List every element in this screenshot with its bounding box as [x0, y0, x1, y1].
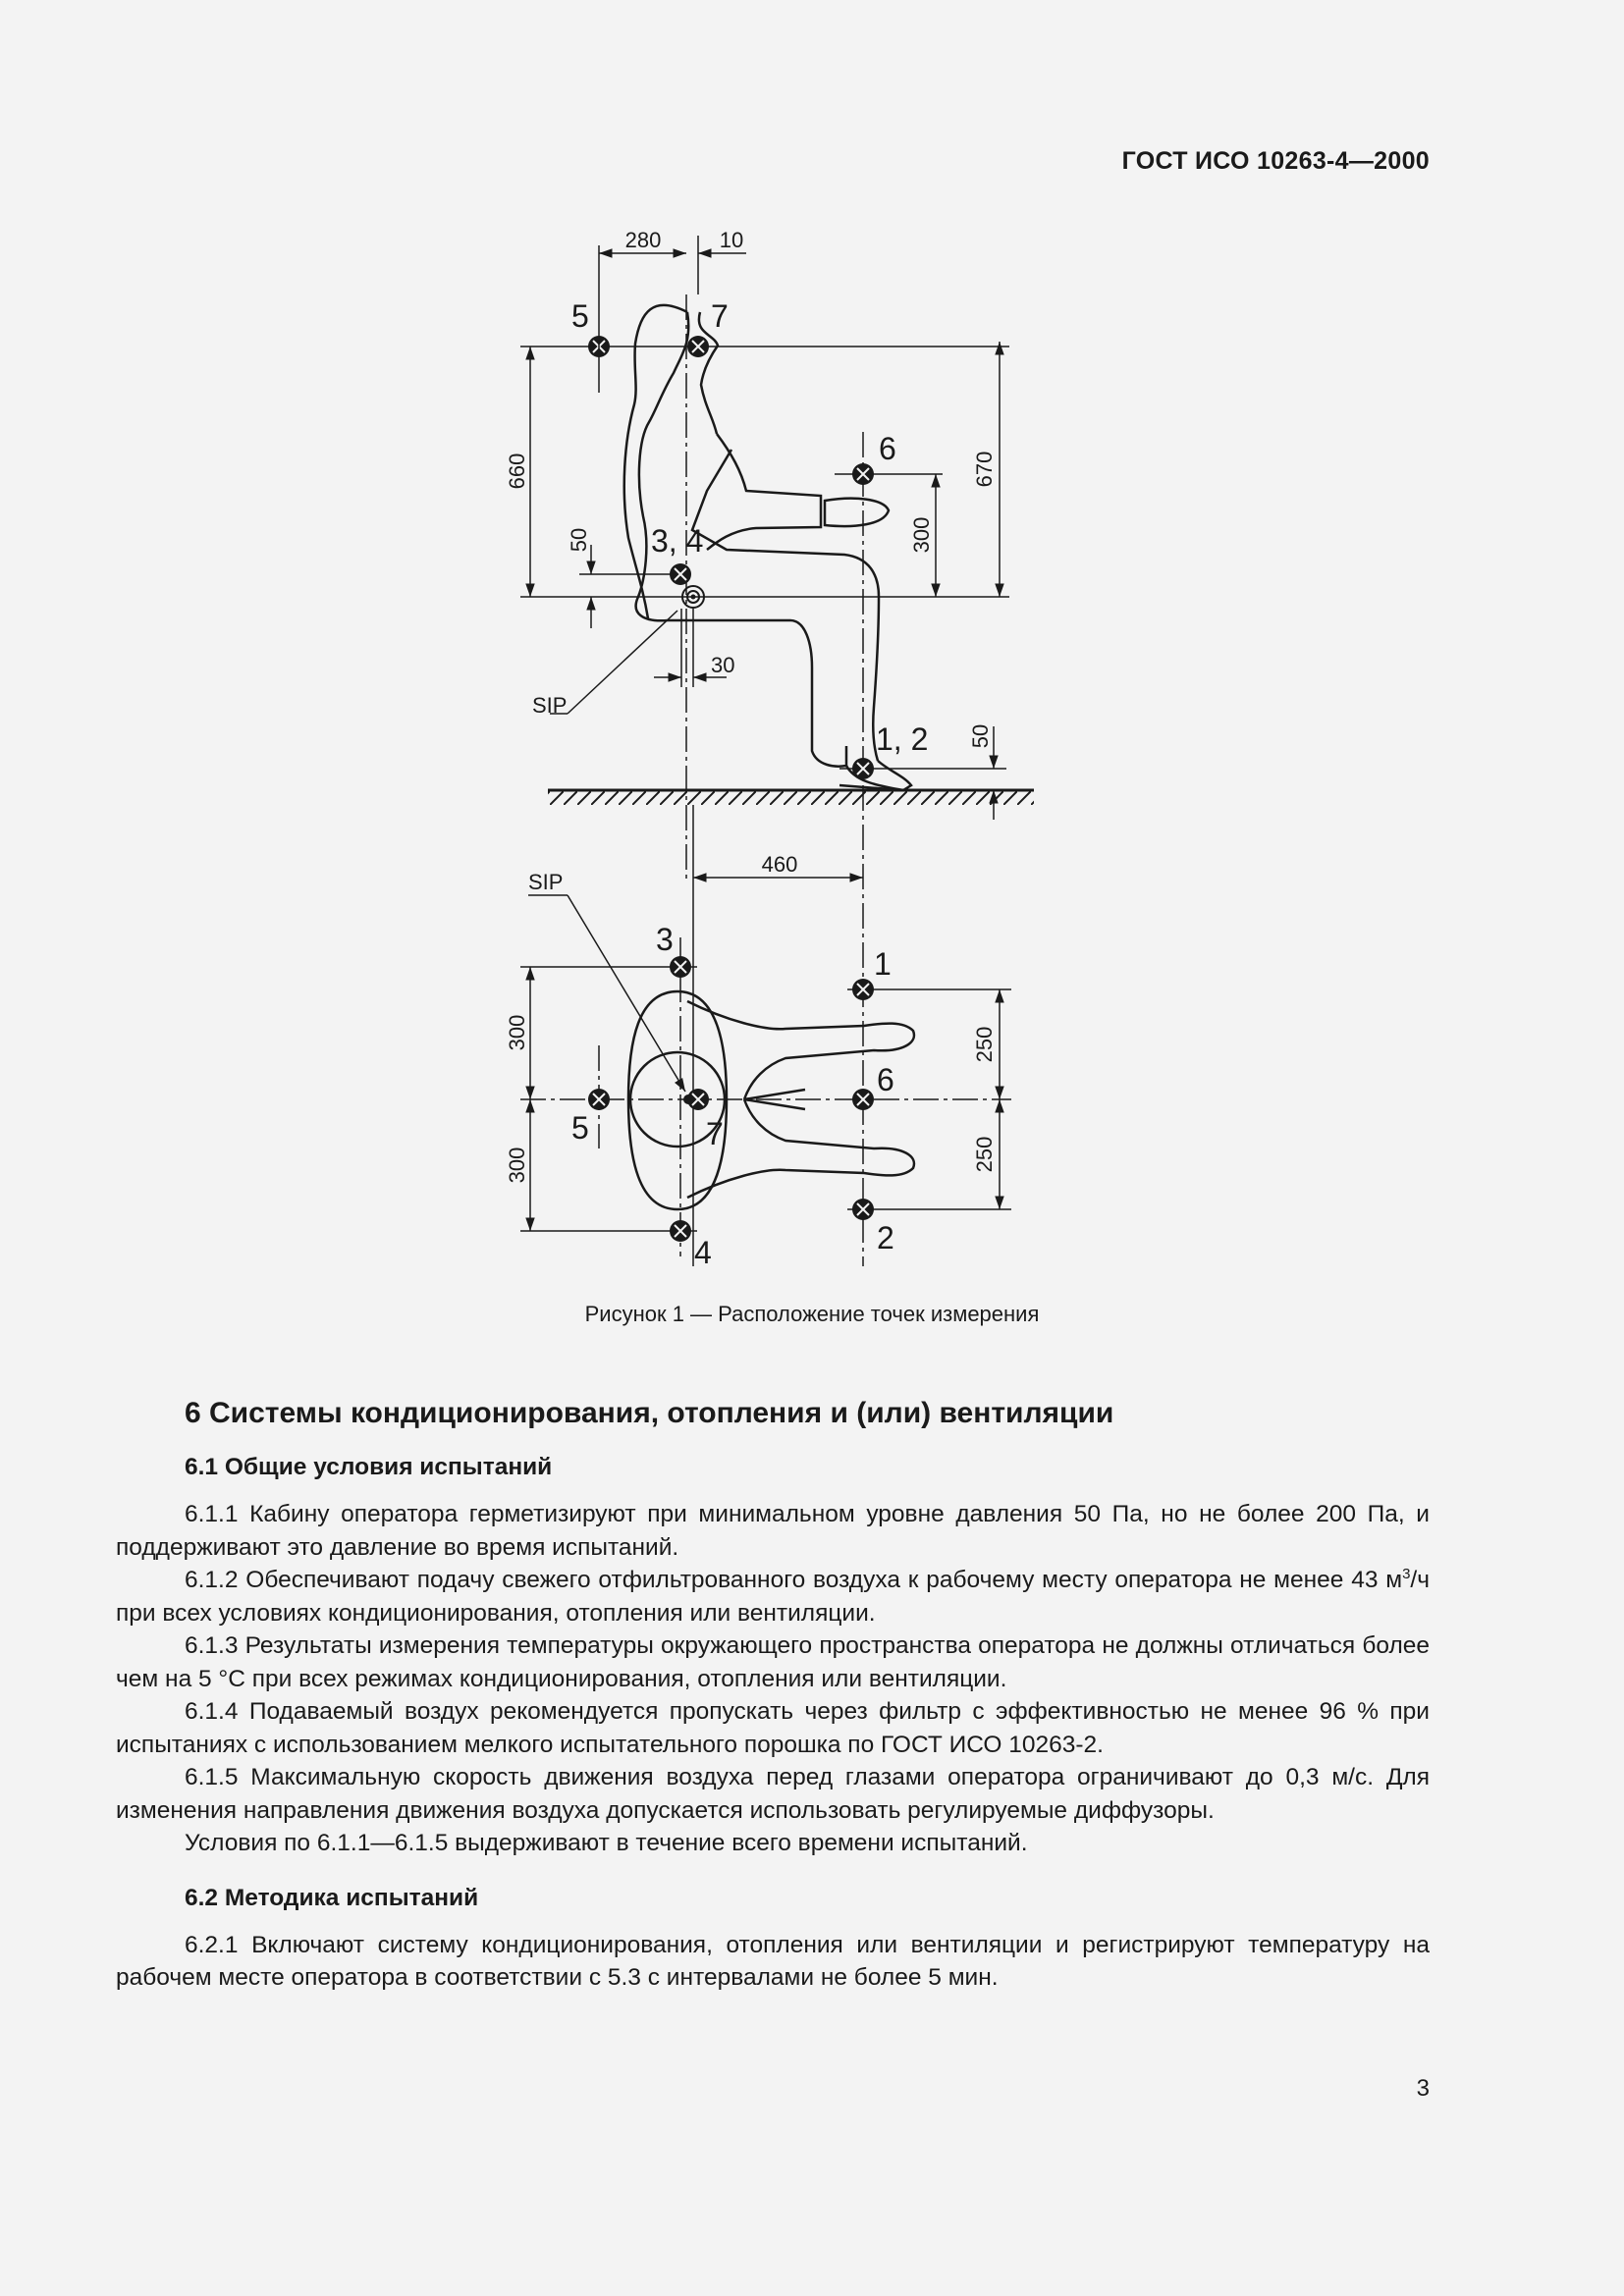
section-6	[116, 1394, 1430, 1995]
document-header: ГОСТ ИСО 10263-4—2000	[1121, 147, 1430, 175]
subsection-6-2-title: 6.2 Методика испытаний	[185, 1884, 479, 1911]
point-marker-1-2-side	[852, 758, 874, 779]
side-dimensions	[530, 236, 1000, 1266]
paragraph-6-2-1: 6.2.1 Включают систему кондиционирования, отопления или вентиляции и регистрируют температуру на рабочем месте оператора в соответствии с 5.3 с интервалами не более 5 мин.	[116, 1931, 1430, 1991]
dim-460: 460	[761, 852, 798, 877]
point-label-5-side: 5	[571, 298, 589, 334]
dim-300-top: 300	[505, 1014, 529, 1051]
point-marker-3-4-side	[670, 563, 691, 585]
point-label-3-4-side: 3, 4	[651, 523, 704, 559]
point-marker-2-top	[852, 1199, 874, 1220]
point-label-6-side: 6	[879, 431, 896, 466]
paragraph-6-1-2-text-b: /ч при всех условиях кондиционирования, отопления или вентиляции.	[116, 1567, 1430, 1627]
paragraph-6-1-2-text-a: 6.1.2 Обеспечивают подачу свежего отфильтрованного воздуха к рабочему месту оператора не менее 43 м	[185, 1567, 1403, 1593]
dim-30: 30	[711, 653, 735, 677]
paragraph-6-1-4: 6.1.4 Подаваемый воздух рекомендуется пропускать через фильтр с эффективностью не менее 96 % при испытаниях с использованием мелкого испытательного порошка по ГОСТ ИСО 10263-2.	[116, 1698, 1430, 1758]
dim-280: 280	[624, 228, 662, 252]
floor-hatch	[548, 791, 1034, 808]
paragraph-conditions: Условия по 6.1.1—6.1.5 выдерживают в течение всего времени испытаний.	[185, 1830, 1028, 1856]
dim-250-bottom: 250	[972, 1136, 997, 1173]
point-label-4-top: 4	[694, 1235, 712, 1270]
side-labels	[505, 228, 997, 877]
point-marker-3-top	[670, 956, 691, 978]
point-label-2-top: 2	[877, 1220, 894, 1255]
paragraph-6-1-3: 6.1.3 Результаты измерения температуры окружающего пространства оператора не должны отличаться более чем на 5 °С при всех режимах кондиционирования, отопления или вентиляции.	[116, 1632, 1430, 1692]
point-marker-5-top	[588, 1089, 610, 1110]
point-label-5-top: 5	[571, 1110, 589, 1146]
dim-10: 10	[719, 228, 744, 252]
dim-670: 670	[972, 451, 997, 488]
point-marker-7-side	[687, 336, 709, 357]
point-label-7-top: 7	[706, 1116, 724, 1151]
paragraph-6-1-5: 6.1.5 Максимальную скорость движения воздуха перед глазами оператора ограничивают до 0,3 м/с. Для изменения направления движения воздуха допускается использовать регулируемые диффузоры.	[116, 1764, 1430, 1824]
superscript-3: 3	[1402, 1566, 1411, 1582]
point-label-1-2-side: 1, 2	[876, 721, 929, 757]
paragraph-6-1-2	[116, 1564, 1430, 1629]
paragraph-6-1-1: 6.1.1 Кабину оператора герметизируют при минимальном уровне давления 50 Па, но не более 200 Па, и поддерживают это давление во время испытаний.	[116, 1501, 1430, 1561]
sip-label-side: SIP	[532, 693, 568, 718]
dim-50-floor: 50	[968, 723, 993, 749]
top-labels	[505, 870, 997, 1270]
point-label-7-side: 7	[711, 298, 729, 334]
spacer	[116, 1860, 1430, 1882]
point-marker-6-side	[852, 463, 874, 485]
point-label-3-top: 3	[656, 922, 674, 957]
point-marker-4-top	[670, 1220, 691, 1242]
dim-300-bottom: 300	[505, 1147, 529, 1184]
point-marker-6-top	[852, 1089, 874, 1110]
sip-marker-top	[683, 1095, 693, 1104]
dim-50-seat: 50	[567, 527, 591, 553]
point-marker-1-top	[852, 979, 874, 1000]
dim-300-side: 300	[909, 516, 934, 554]
figure-caption: Рисунок 1 — Расположение точек измерения	[584, 1302, 1040, 1326]
point-label-6-top: 6	[877, 1062, 894, 1097]
dim-250-top: 250	[972, 1026, 997, 1063]
side-points	[588, 336, 874, 779]
subsection-6-1-title: 6.1 Общие условия испытаний	[185, 1454, 553, 1480]
section-title: 6 Системы кондиционирования, отопления и (или) вентиляции	[185, 1397, 1114, 1429]
page-number: 3	[1416, 2075, 1430, 2102]
top-view	[505, 870, 1011, 1270]
sip-label-top: SIP	[528, 870, 564, 894]
dim-660: 660	[505, 453, 529, 490]
point-label-1-top: 1	[874, 946, 892, 982]
